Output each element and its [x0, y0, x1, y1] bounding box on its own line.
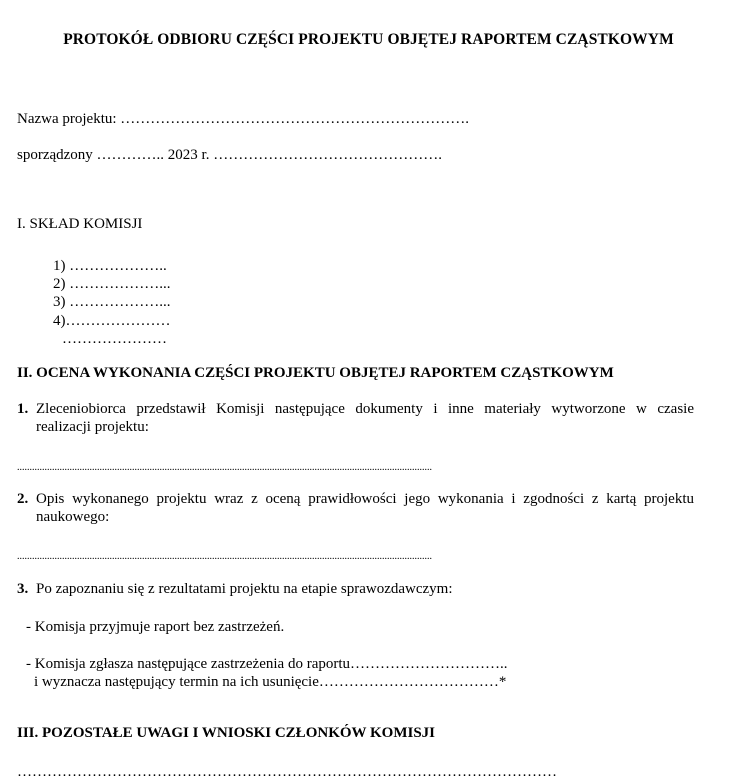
item1-text-line1: Zleceniobiorca przedstawił Komisji następujące dokumenty i inne materiały wytworzone w czasie: [36, 401, 694, 417]
member-3: 3) ………………...: [53, 294, 171, 310]
project-name-line: Nazwa projektu: …………………………………………………………….: [17, 111, 470, 127]
item1-dots: ......................................................................................................................................................................: [17, 462, 432, 473]
drawn-up-line: sporządzony ………….. 2023 r. ……………………………………….: [17, 147, 442, 163]
item2-dots: ......................................................................................................................................................................: [17, 551, 432, 562]
section2-heading: II. OCENA WYKONANIA CZĘŚCI PROJEKTU OBJĘTEJ RAPORTEM CZĄSTKOWYM: [17, 365, 614, 381]
section1-heading: I. SKŁAD KOMISJI: [17, 216, 143, 232]
section3-dots: ………………………………………………………………………………………………: [17, 764, 557, 780]
section3-heading: III. POZOSTAŁE UWAGI I WNIOSKI CZŁONKÓW KOMISJI: [17, 725, 436, 741]
member-5: …………………: [62, 331, 167, 347]
option-reservations-line1: - Komisja zgłasza następujące zastrzeżenia do raportu…………………………..: [26, 656, 508, 672]
item1-number: 1.: [17, 401, 29, 417]
document-title: PROTOKÓŁ ODBIORU CZĘŚCI PROJEKTU OBJĘTEJ RAPORTEM CZĄSTKOWYM: [63, 31, 674, 48]
item3-number: 3.: [17, 581, 29, 597]
item2-text-line1: Opis wykonanego projektu wraz z oceną prawidłowości jego wykonania i zgodności z kartą projektu: [36, 491, 694, 507]
member-4: 4)…………………: [53, 313, 171, 329]
item1-text-line2: realizacji projektu:: [36, 419, 149, 435]
item2-number: 2.: [17, 491, 29, 507]
option-reservations-line2: i wyznacza następujący termin na ich usunięcie………………………………*: [34, 674, 507, 690]
item3-text: Po zapoznaniu się z rezultatami projektu na etapie sprawozdawczym:: [36, 581, 453, 597]
member-1: 1) ………………..: [53, 258, 167, 274]
member-2: 2) ………………...: [53, 276, 171, 292]
item2-text-line2: naukowego:: [36, 509, 110, 525]
option-accept: - Komisja przyjmuje raport bez zastrzeżeń.: [26, 619, 285, 635]
